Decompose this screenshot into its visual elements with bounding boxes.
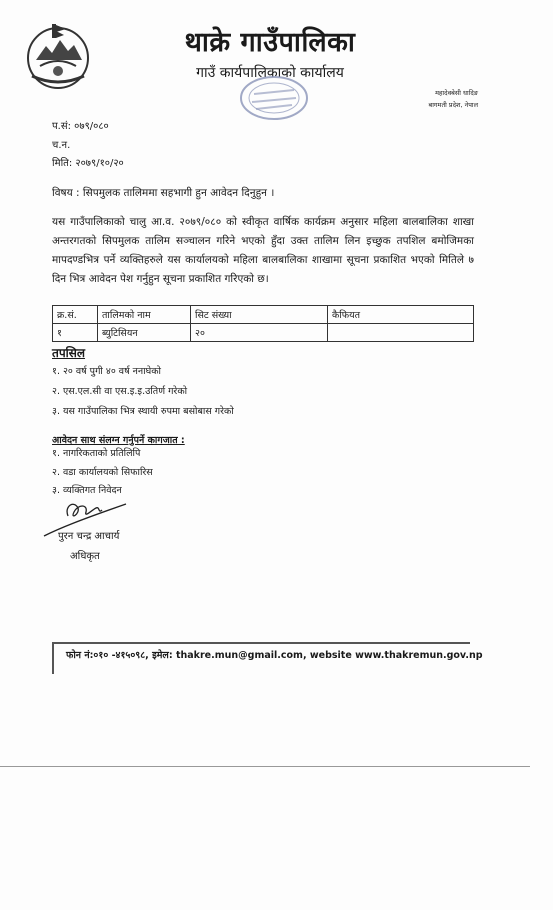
attachment-item: ३. व्यक्तिगत निवेदन [52,485,122,496]
table-header: कैफियत [328,306,474,324]
office-stamp-icon [238,74,310,122]
office-subtitle: गाउँ कार्यपालिकाको कार्यालय [196,65,344,81]
table-cell: १ [53,324,98,342]
table-header: सिट संख्या [191,306,328,324]
municipality-title: थाक्रे गाउँपालिका [184,27,356,58]
footer-contact: फोन नं:०१० -४१५०९८, इमेल: thakre.mun@gmail.com, website www.thakremun.gov.np [66,650,483,661]
attachment-item: २. वडा कार्यालयको सिफारिस [52,467,153,478]
table-header: तालिमको नाम [98,306,191,324]
nepal-emblem-icon [22,20,94,92]
dispatch-number: च.न. [52,140,71,151]
criteria-item: १. २० वर्ष पुगी ४० वर्ष ननाघेको [52,366,161,377]
footer-divider-vertical [52,642,54,674]
page-edge-line [0,766,530,767]
letter-date: मिति: २०७९/१०/२० [52,158,124,169]
footer-divider [52,642,470,644]
letter-subject: विषय : सिपमुलक तालिममा सहभागी हुन आवेदन दिनुहुन । [52,187,275,199]
table-header: क्र.सं. [53,306,98,324]
criteria-heading: तपसिल [52,346,86,360]
criteria-item: २. एस.एल.सी वा एस.इ.इ.उतिर्ण गरेको [52,386,188,397]
table-row [53,324,474,342]
criteria-item: ३. यस गाउँपालिका भित्र स्थायी रुपमा बसोबास गरेको [52,406,234,417]
attachment-item: १. नागरिकताको प्रतिलिपि [52,448,141,459]
training-table [52,305,474,342]
table-cell [328,324,474,342]
table-cell: २० [191,324,328,342]
signer-name: पुरन चन्द्र आचार्य [58,531,120,542]
table-cell: ब्युटिसियन [98,324,191,342]
address-district: महादेवबेसी धादिङ [435,89,478,97]
table-header-row [53,306,474,324]
signer-title: अधिकृत [70,551,100,562]
reference-number: प.सं: ०७९/०८० [52,121,109,132]
address-province: बागमती प्रदेश, नेपाल [428,101,478,109]
attachments-heading: आवेदन साथ संलग्न गर्नुपर्ने कागजात : [52,435,185,446]
letter-body: यस गाउँपालिकाको चालु आ.व. २०७९/०८० को स्वीकृत वार्षिक कार्यक्रम अनुसार महिला बालबालिका शाखा अन्तरगतको सिपमुलक तालिम सञ्चालन गरिने भएको हुँदा उक्त तालिम लिन इच्छुक तपशिल बमोजिमका मापदण्डभित्र पर्ने व्यक्तिहरुले यस कार्यालयको महिला बालबालिका शाखामा सूचना प्रकाशित भएको मितिले ७ दिन भित्र आवेदन पेश गर्नुहुन सूचना प्रकाशित गरिएको छ। [52,216,474,285]
